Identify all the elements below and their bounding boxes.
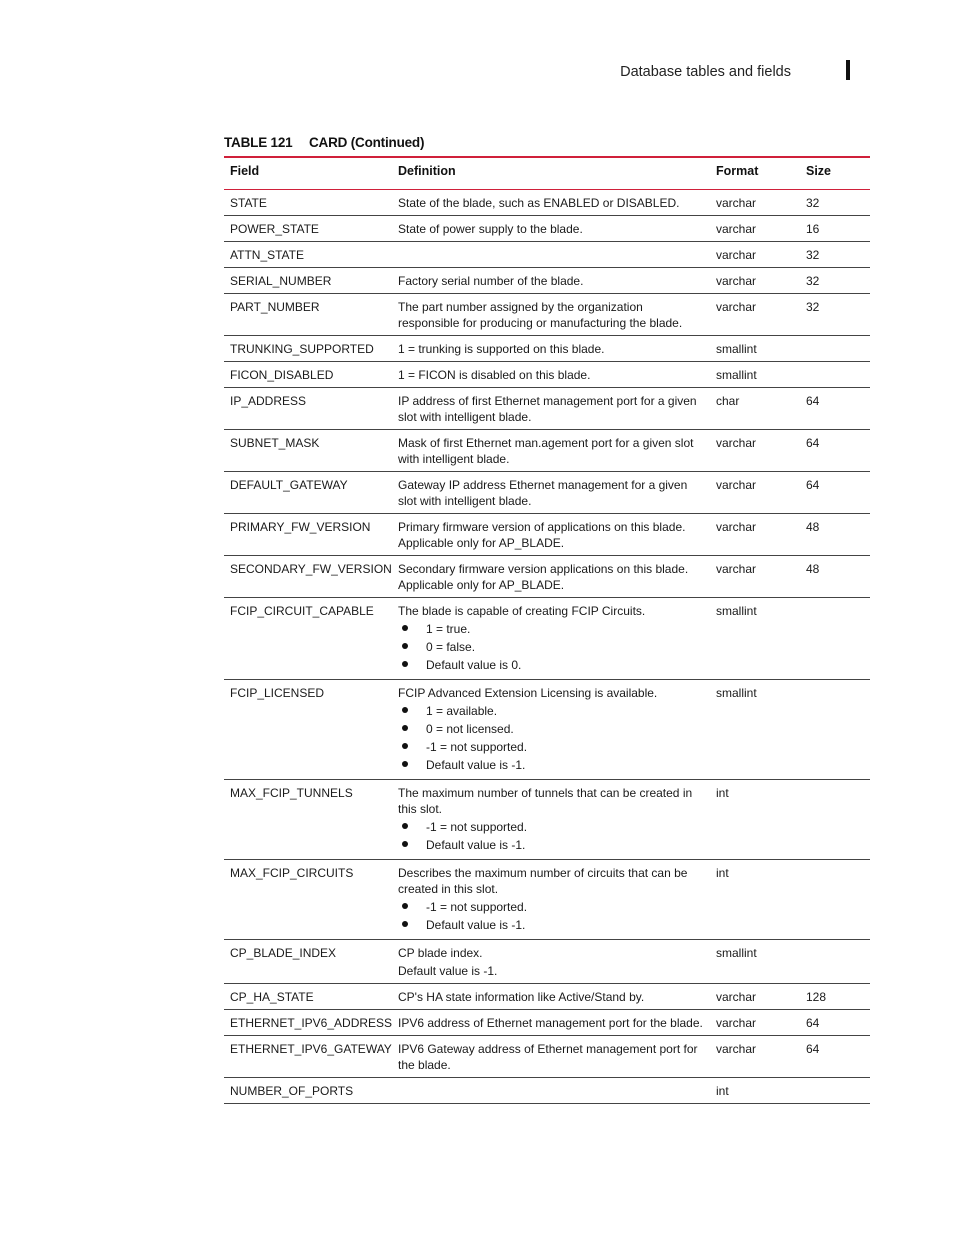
cell-format: int (710, 1078, 800, 1104)
definition-text: IPV6 Gateway address of Ethernet management port for the blade. (398, 1042, 698, 1072)
cell-field: SUBNET_MASK (224, 430, 392, 472)
cell-field: CP_BLADE_INDEX (224, 940, 392, 984)
cell-format: smallint (710, 598, 800, 680)
table-title: CARD (Continued) (309, 135, 425, 150)
table-row (224, 242, 870, 268)
definition-text: The blade is capable of creating FCIP Circuits. (398, 604, 646, 618)
bullet-item: 1 = true. (398, 621, 704, 637)
table-row (224, 940, 870, 984)
cell-format: varchar (710, 216, 800, 242)
table-row (224, 680, 870, 780)
cell-format: varchar (710, 190, 800, 216)
table-row (224, 216, 870, 242)
cell-size (800, 940, 870, 984)
cell-size (800, 780, 870, 860)
cell-format: smallint (710, 940, 800, 984)
table-row (224, 1036, 870, 1078)
cell-size: 128 (800, 984, 870, 1010)
cell-size: 64 (800, 472, 870, 514)
definition-text: Primary firmware version of applications on this blade. Applicable only for AP_BLADE. (398, 520, 686, 550)
table-row (224, 1010, 870, 1036)
cell-definition (392, 780, 710, 860)
cell-definition (392, 680, 710, 780)
cell-field: FCIP_CIRCUIT_CAPABLE (224, 598, 392, 680)
cell-definition (392, 860, 710, 940)
cell-definition (392, 984, 710, 1010)
cell-format: varchar (710, 472, 800, 514)
cell-size (800, 860, 870, 940)
cell-field: MAX_FCIP_TUNNELS (224, 780, 392, 860)
definition-text: Mask of first Ethernet man.agement port for a given slot with intelligent blade. (398, 436, 694, 466)
cell-size (800, 336, 870, 362)
table-row (224, 1078, 870, 1104)
table-number: TABLE 121 (224, 135, 293, 150)
cell-size: 32 (800, 190, 870, 216)
table-row (224, 268, 870, 294)
column-header-format: Format (710, 157, 800, 190)
cell-format: varchar (710, 242, 800, 268)
cell-field: CP_HA_STATE (224, 984, 392, 1010)
cell-size: 16 (800, 216, 870, 242)
cell-field: PRIMARY_FW_VERSION (224, 514, 392, 556)
definition-bullet-list (398, 703, 704, 773)
definition-text: The maximum number of tunnels that can be created in this slot. (398, 786, 693, 816)
cell-definition (392, 430, 710, 472)
cell-format: varchar (710, 514, 800, 556)
table-row (224, 472, 870, 514)
cell-field: FICON_DISABLED (224, 362, 392, 388)
table-row (224, 598, 870, 680)
bullet-item: 0 = not licensed. (398, 721, 704, 737)
cell-definition (392, 472, 710, 514)
cell-size: 64 (800, 388, 870, 430)
cell-size: 48 (800, 514, 870, 556)
cell-size: 64 (800, 1010, 870, 1036)
cell-format: smallint (710, 362, 800, 388)
cell-definition (392, 388, 710, 430)
table-row (224, 556, 870, 598)
definition-text: FCIP Advanced Extension Licensing is available. (398, 686, 658, 700)
definition-text: CP blade index. (398, 946, 483, 960)
cell-size (800, 680, 870, 780)
cell-definition (392, 1010, 710, 1036)
cell-field: ATTN_STATE (224, 242, 392, 268)
cell-definition (392, 190, 710, 216)
cell-size: 32 (800, 242, 870, 268)
cell-format: smallint (710, 680, 800, 780)
cell-definition (392, 940, 710, 984)
cell-definition (392, 598, 710, 680)
bullet-item: 1 = available. (398, 703, 704, 719)
cell-field: ETHERNET_IPV6_ADDRESS (224, 1010, 392, 1036)
table-row (224, 190, 870, 216)
definition-text: IPV6 address of Ethernet management port for the blade. (398, 1016, 703, 1030)
definition-text: State of the blade, such as ENABLED or DISABLED. (398, 196, 680, 210)
cell-definition (392, 514, 710, 556)
cell-format: varchar (710, 1036, 800, 1078)
cell-field: TRUNKING_SUPPORTED (224, 336, 392, 362)
bullet-item: Default value is -1. (398, 917, 704, 933)
definition-text: CP's HA state information like Active/Stand by. (398, 990, 645, 1004)
table-header (224, 157, 870, 190)
table-row (224, 984, 870, 1010)
cell-definition (392, 556, 710, 598)
cell-size: 48 (800, 556, 870, 598)
cell-size: 64 (800, 1036, 870, 1078)
bullet-item: -1 = not supported. (398, 899, 704, 915)
definition-bullet-list (398, 899, 704, 933)
cell-size (800, 1078, 870, 1104)
cell-field: STATE (224, 190, 392, 216)
running-header-title: Database tables and fields (620, 64, 791, 80)
definition-text: Secondary firmware version applications on this blade. Applicable only for AP_BLADE. (398, 562, 689, 592)
definition-bullet-list (398, 819, 704, 853)
cell-field: FCIP_LICENSED (224, 680, 392, 780)
cell-format: varchar (710, 984, 800, 1010)
cell-format: char (710, 388, 800, 430)
cell-format: varchar (710, 1010, 800, 1036)
cell-format: varchar (710, 556, 800, 598)
definition-text: The part number assigned by the organization responsible for producing or manufacturing the blade. (398, 300, 683, 330)
column-header-size: Size (800, 157, 870, 190)
column-header-definition: Definition (392, 157, 710, 190)
bullet-item: 0 = false. (398, 639, 704, 655)
table-row (224, 336, 870, 362)
cell-field: SECONDARY_FW_VERSION (224, 556, 392, 598)
cell-definition (392, 216, 710, 242)
cell-field: SERIAL_NUMBER (224, 268, 392, 294)
cell-definition (392, 294, 710, 336)
bullet-item: Default value is 0. (398, 657, 704, 673)
header-marker-bar (846, 60, 850, 80)
cell-size: 32 (800, 294, 870, 336)
table-row (224, 514, 870, 556)
bullet-item: Default value is -1. (398, 837, 704, 853)
cell-field: MAX_FCIP_CIRCUITS (224, 860, 392, 940)
cell-format: int (710, 780, 800, 860)
cell-field: NUMBER_OF_PORTS (224, 1078, 392, 1104)
cell-size (800, 362, 870, 388)
bullet-item: Default value is -1. (398, 757, 704, 773)
cell-size: 64 (800, 430, 870, 472)
cell-definition (392, 362, 710, 388)
cell-definition (392, 1078, 710, 1104)
card-table (224, 156, 870, 1104)
bullet-item: -1 = not supported. (398, 819, 704, 835)
cell-field: PART_NUMBER (224, 294, 392, 336)
definition-text: 1 = trunking is supported on this blade. (398, 342, 605, 356)
bullet-item: -1 = not supported. (398, 739, 704, 755)
cell-definition (392, 1036, 710, 1078)
cell-format: varchar (710, 430, 800, 472)
definition-text: IP address of first Ethernet management port for a given slot with intelligent blade. (398, 394, 697, 424)
cell-size: 32 (800, 268, 870, 294)
cell-field: POWER_STATE (224, 216, 392, 242)
table-row (224, 860, 870, 940)
cell-format: varchar (710, 294, 800, 336)
column-header-field: Field (224, 157, 392, 190)
table-row (224, 388, 870, 430)
cell-field: ETHERNET_IPV6_GATEWAY (224, 1036, 392, 1078)
cell-definition (392, 268, 710, 294)
table-row (224, 780, 870, 860)
definition-text: State of power supply to the blade. (398, 222, 583, 236)
definition-text: Gateway IP address Ethernet management for a given slot with intelligent blade. (398, 478, 688, 508)
cell-format: int (710, 860, 800, 940)
cell-format: varchar (710, 268, 800, 294)
table-body (224, 190, 870, 1104)
cell-definition (392, 336, 710, 362)
table-row (224, 362, 870, 388)
table-caption (224, 135, 424, 150)
definition-text: Describes the maximum number of circuits that can be created in this slot. (398, 866, 688, 896)
table-row (224, 430, 870, 472)
cell-definition (392, 242, 710, 268)
definition-note: Default value is -1. (398, 964, 498, 978)
cell-field: IP_ADDRESS (224, 388, 392, 430)
table-row (224, 294, 870, 336)
definition-text: Factory serial number of the blade. (398, 274, 584, 288)
definition-text: 1 = FICON is disabled on this blade. (398, 368, 591, 382)
cell-field: DEFAULT_GATEWAY (224, 472, 392, 514)
definition-bullet-list (398, 621, 704, 673)
cell-size (800, 598, 870, 680)
cell-format: smallint (710, 336, 800, 362)
